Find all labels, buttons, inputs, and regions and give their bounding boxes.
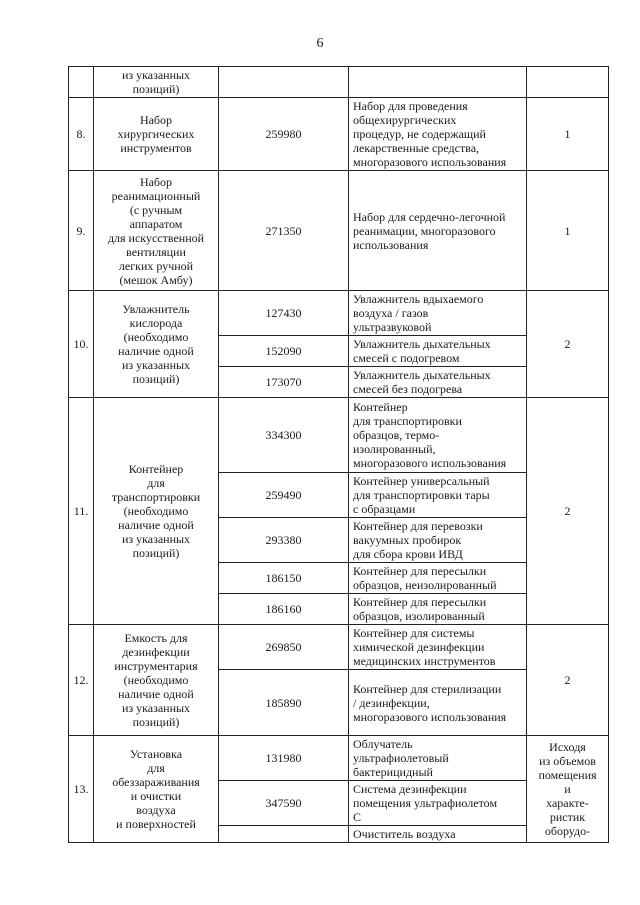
item-description: Очиститель воздуха <box>349 826 527 843</box>
item-description: Контейнер для пересылки образцов, изолированный <box>349 594 527 625</box>
item-code: 259490 <box>219 473 349 518</box>
item-description: Контейнер для системы химической дезинфекции медицинских инструментов <box>349 625 527 670</box>
item-description: Контейнер для перевозки вакуумных пробирок для сбора крови ИВД <box>349 518 527 563</box>
item-description: Облучатель ультрафиолетовый бактерицидный <box>349 736 527 781</box>
item-description: Набор для сердечно-легочной реанимации, многоразового использования <box>349 171 527 291</box>
quantity: 1 <box>527 98 609 171</box>
equipment-name: из указанных позиций) <box>94 67 219 98</box>
item-code <box>219 67 349 98</box>
equipment-name: Набор хирургических инструментов <box>94 98 219 171</box>
item-code: 293380 <box>219 518 349 563</box>
item-code: 131980 <box>219 736 349 781</box>
table-body <box>69 67 609 843</box>
table-row <box>69 398 609 473</box>
item-code: 127430 <box>219 291 349 336</box>
item-description <box>349 67 527 98</box>
item-description: Увлажнитель дыхательных смесей с подогревом <box>349 336 527 367</box>
table-row <box>69 625 609 670</box>
item-description: Система дезинфекции помещения ультрафиолетом С <box>349 781 527 826</box>
table-row <box>69 171 609 291</box>
row-number: 13. <box>69 736 94 843</box>
item-code: 173070 <box>219 367 349 398</box>
item-description: Контейнер для транспортировки образцов, термо- изолированный, многоразового использования <box>349 398 527 473</box>
quantity: Исходя из объемов помещения и характе- ристик оборудо- <box>527 736 609 843</box>
item-description: Набор для проведения общехирургических процедур, не содержащий лекарственные средства, многоразового использования <box>349 98 527 171</box>
row-number: 11. <box>69 398 94 625</box>
equipment-name: Набор реанимационный (с ручным аппаратом для искусственной вентиляции легких ручной (мешок Амбу) <box>94 171 219 291</box>
table-row <box>69 98 609 171</box>
table-row <box>69 67 609 98</box>
quantity: 2 <box>527 398 609 625</box>
row-number: 10. <box>69 291 94 398</box>
item-description: Увлажнитель дыхательных смесей без подогрева <box>349 367 527 398</box>
page-number: 6 <box>316 36 324 51</box>
item-code: 271350 <box>219 171 349 291</box>
row-number: 12. <box>69 625 94 736</box>
item-code <box>219 826 349 843</box>
equipment-table <box>68 66 609 843</box>
item-description: Контейнер для пересылки образцов, неизолированный <box>349 563 527 594</box>
item-code: 269850 <box>219 625 349 670</box>
quantity: 1 <box>527 171 609 291</box>
equipment-name: Увлажнитель кислорода (необходимо наличие одной из указанных позиций) <box>94 291 219 398</box>
row-number <box>69 67 94 98</box>
item-code: 186150 <box>219 563 349 594</box>
item-description: Увлажнитель вдыхаемого воздуха / газов ультразвуковой <box>349 291 527 336</box>
quantity: 2 <box>527 625 609 736</box>
item-description: Контейнер для стерилизации / дезинфекции, многоразового использования <box>349 670 527 736</box>
table-row <box>69 736 609 781</box>
equipment-name: Контейнер для транспортировки (необходимо наличие одной из указанных позиций) <box>94 398 219 625</box>
item-code: 347590 <box>219 781 349 826</box>
item-code: 259980 <box>219 98 349 171</box>
quantity: 2 <box>527 291 609 398</box>
item-code: 152090 <box>219 336 349 367</box>
table-row <box>69 291 609 336</box>
row-number: 8. <box>69 98 94 171</box>
item-code: 186160 <box>219 594 349 625</box>
quantity <box>527 67 609 98</box>
row-number: 9. <box>69 171 94 291</box>
equipment-name: Емкость для дезинфекции инструментария (необходимо наличие одной из указанных позиций) <box>94 625 219 736</box>
item-code: 185890 <box>219 670 349 736</box>
item-description: Контейнер универсальный для транспортировки тары с образцами <box>349 473 527 518</box>
item-code: 334300 <box>219 398 349 473</box>
equipment-name: Установка для обеззараживания и очистки воздуха и поверхностей <box>94 736 219 843</box>
